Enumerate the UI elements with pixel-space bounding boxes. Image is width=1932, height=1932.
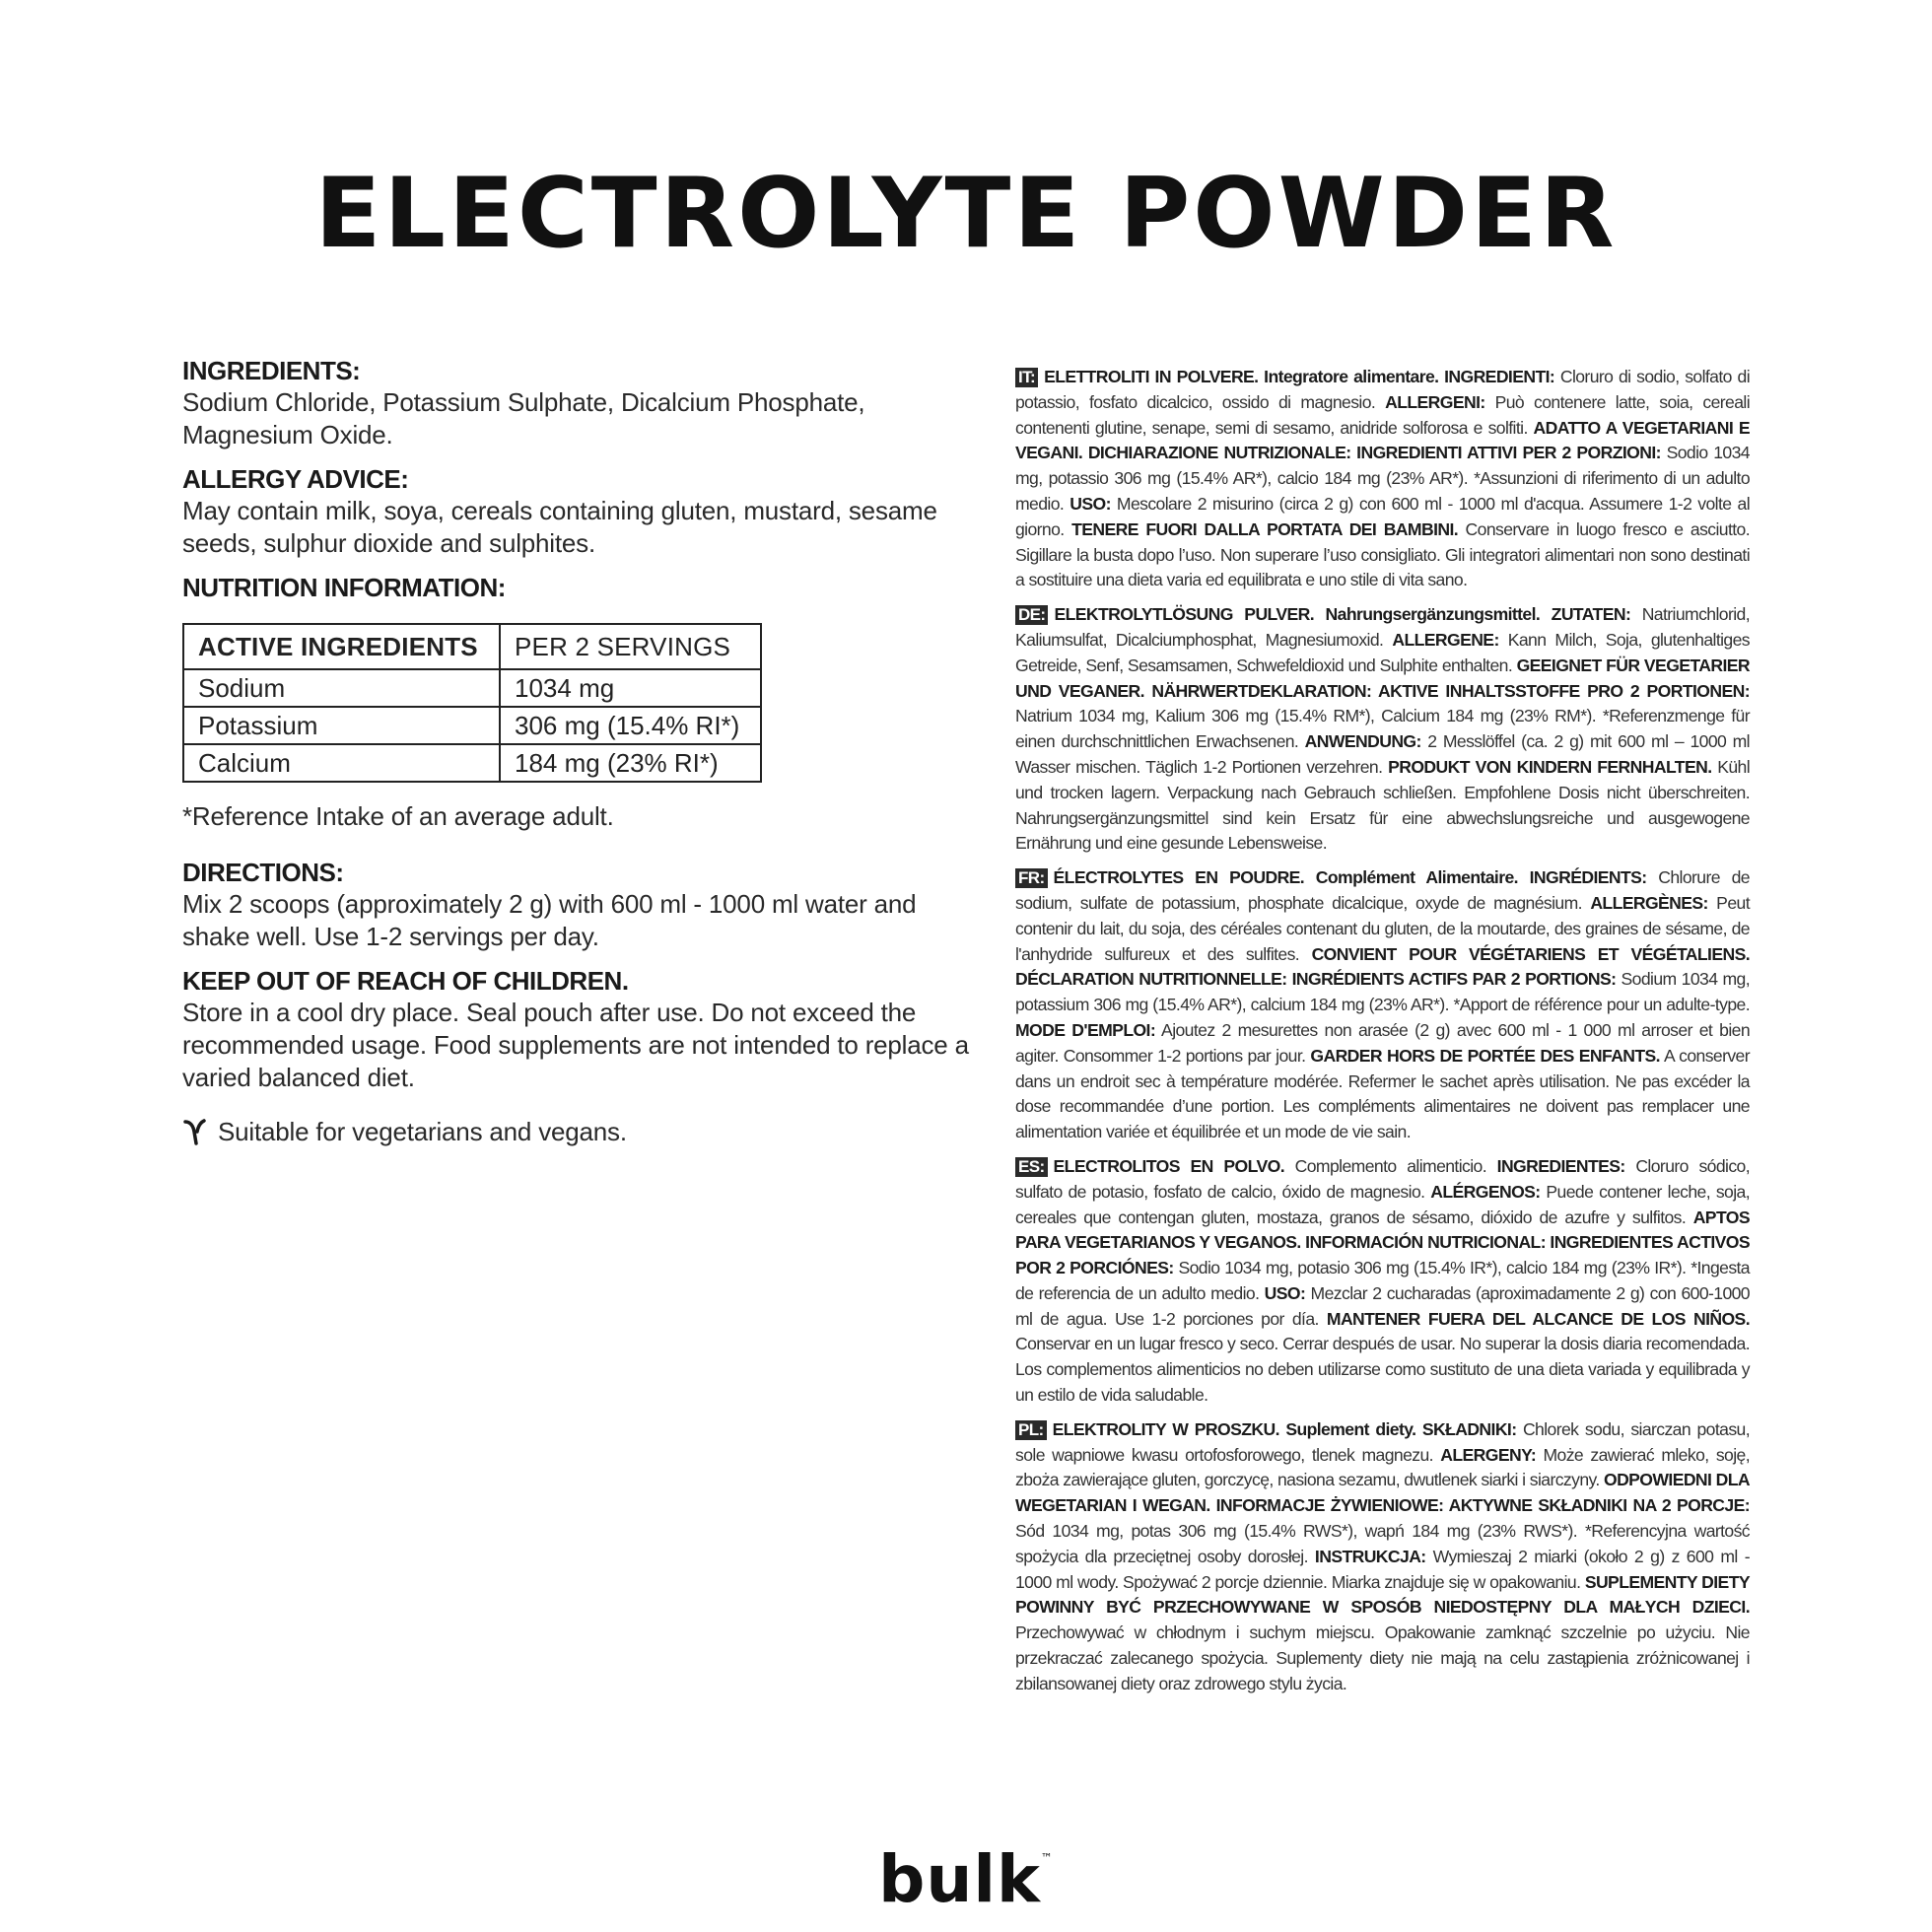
directions-section	[182, 857, 986, 953]
directions-heading: DIRECTIONS:	[182, 858, 344, 887]
table-cell-value: 184 mg (23% RI*)	[500, 744, 761, 782]
text-segment: Puede contener leche, soja, cereales que contengan gluten, mostaza, granos de sésamo, dióxido de azufre y sulfitos.	[1015, 1181, 1750, 1227]
bold-text-segment: USO:	[1264, 1282, 1306, 1303]
bold-text-segment: ODPOWIEDNI DLA WEGETARIAN I WEGAN. INFORMACJE ŻYWIENIOWE: AKTYWNE SKŁADNIKI NA 2 PORCJE:	[1015, 1470, 1750, 1516]
language-code-badge: IT:	[1015, 368, 1038, 387]
text-segment: Cloruro di sodio, solfato di potassio, fosfato dicalcico, ossido di magnesio.	[1015, 367, 1751, 412]
text-segment: Conservare in luogo fresco e asciutto. Sigillare la busta dopo l’uso. Non superare l’uso consigliato. Gli integratori alimentari non sono destinati a sostituire una dieta varia ed equilibrata e uno stile di vita sano.	[1015, 518, 1750, 590]
text-segment: Mescolare 2 misurino (circa 2 g) con 600 ml - 1000 ml d'acqua. Assumere 1-2 volte al giorno.	[1015, 493, 1750, 539]
bold-text-segment: TENERE FUORI DALLA PORTATA DEI BAMBINI.	[1071, 518, 1459, 539]
vegan-text: Suitable for vegetarians and vegans.	[218, 1117, 627, 1146]
bold-text-segment: CONVIENT POUR VÉGÉTARIENS ET VÉGÉTALIENS. DÉCLARATION NUTRITIONNELLE: INGRÉDIENTS ACTIFS PAR 2 PORTIONS:	[1015, 943, 1750, 990]
table-row	[183, 707, 761, 744]
table-header-cell: PER 2 SERVINGS	[500, 624, 761, 669]
bold-text-segment: ADATTO A VEGETARIANI E VEGANI. DICHIARAZIONE NUTRIZIONALE: INGREDIENTI ATTIVI PER 2 PORZIONI:	[1015, 417, 1751, 463]
table-row	[183, 744, 761, 782]
text-segment: Sodio 1034 mg, potasio 306 mg (15.4% IR*), calcio 184 mg (23% IR*). *Ingesta de referencia de un adulto medio.	[1015, 1258, 1750, 1303]
bold-text-segment: USO:	[1070, 493, 1111, 514]
bold-text-segment: INGREDIENTES:	[1496, 1155, 1625, 1176]
text-segment: 2 Messlöffel (ca. 2 g) mit 600 ml – 1000 ml Wasser mischen. Täglich 1-2 Portionen verzehren.	[1015, 731, 1750, 777]
bold-text-segment: ELETTROLITI IN POLVERE. Integratore alimentare. INGREDIENTI:	[1044, 367, 1555, 386]
table-header-cell: ACTIVE INGREDIENTS	[183, 624, 500, 669]
translation-paragraph	[1015, 1417, 1750, 1697]
language-code-badge: PL:	[1015, 1420, 1047, 1440]
nutrition-section	[182, 572, 986, 833]
bold-text-segment: ELEKTROLYTLÖSUNG PULVER. Nahrungsergänzungsmittel. ZUTATEN:	[1054, 604, 1631, 625]
text-segment: Chlorure de sodium, sulfate de potassium, phosphate dicalcique, oxyde de magnésium.	[1015, 867, 1750, 913]
text-segment: Sodio 1034 mg, potassio 306 mg (15.4% AR*), calcio 184 mg (23% AR*). *Assunzioni di riferimento di un adulto medio.	[1015, 443, 1750, 514]
sprout-icon	[182, 1118, 208, 1147]
text-segment: Può contenere latte, soia, cereali contenenti glutine, senape, semi di sesamo, anidride solforosa e solfiti.	[1015, 391, 1750, 438]
reference-note: *Reference Intake of an average adult.	[182, 801, 614, 831]
text-segment: Conservar en un lugar fresco y seco. Cerrar después de usar. No superar la dosis diaria recomendada. Los complementos alimenticios no deben utilizarse como sustituto de una dieta variada y equilibrada y un estilo de vida saludable.	[1015, 1334, 1750, 1406]
language-code-badge: FR:	[1015, 868, 1048, 888]
allergy-text: May contain milk, soya, cereals containing gluten, mustard, sesame seeds, sulphur dioxide and sulphites.	[182, 496, 937, 558]
page-title: ELECTROLYTE POWDER	[314, 158, 1618, 270]
storage-text: Store in a cool dry place. Seal pouch after use. Do not exceed the recommended usage. Food supplements are not intended to replace a varied balanced diet.	[182, 998, 969, 1092]
text-segment: A conserver dans un endroit sec à température modérée. Refermer le sachet après utilisation. Ne pas excéder la dose recommandée d’une portion. Les compléments alimentaires ne doivent pas remplacer une alimentation variée et équilibrée et un mode de vie sain.	[1015, 1045, 1751, 1142]
bold-text-segment: ANWENDUNG:	[1304, 731, 1421, 752]
text-segment: Może zawierać mleko, soję, zboża zawierające gluten, gorczycę, nasiona sezamu, dwutlenek siarki i siarczyny.	[1015, 1444, 1751, 1490]
text-segment: Przechowywać w chłodnym i suchym miejscu. Opakowanie zamknąć szczelnie po użyciu. Nie przekraczać zalecanego spożycia. Suplementy diety nie mają na celu zastąpienia zróżnicowanej i zbilansowanej diety oraz zdrowego stylu życia.	[1015, 1622, 1750, 1693]
table-cell-name: Potassium	[183, 707, 500, 744]
translation-paragraph	[1015, 865, 1750, 1145]
text-segment: Wymieszaj 2 miarki (około 2 g) z 600 ml - 1000 ml wody. Spożywać 2 porcje dziennie. Miarka znajduje się w opakowaniu.	[1015, 1546, 1750, 1592]
ingredients-text: Sodium Chloride, Potassium Sulphate, Dicalcium Phosphate, Magnesium Oxide.	[182, 387, 865, 449]
translation-paragraph	[1015, 602, 1750, 857]
language-code-badge: ES:	[1015, 1157, 1048, 1177]
ingredients-heading: INGREDIENTS:	[182, 356, 361, 385]
bold-text-segment: ELEKTROLITY W PROSZKU. Suplement diety. SKŁADNIKI:	[1052, 1418, 1517, 1439]
bold-text-segment: ALERGENY:	[1440, 1444, 1537, 1465]
bold-text-segment: ALÉRGENOS:	[1430, 1181, 1541, 1202]
bold-text-segment: SUPLEMENTY DIETY POWINNY BYĆ PRZECHOWYWANE W SPOSÓB NIEDOSTĘPNY DLA MAŁYCH DZIECI.	[1015, 1571, 1750, 1618]
bold-text-segment: APTOS PARA VEGETARIANOS Y VEGANOS. INFORMACIÓN NUTRICIONAL: INGREDIENTES ACTIVOS POR 2 PORCIÓNES:	[1015, 1207, 1750, 1278]
text-segment: Chlorek sodu, siarczan potasu, sole wapniowe kwasu ortofosforowego, tlenek magnezu.	[1015, 1418, 1750, 1465]
text-segment: Mezclar 2 cucharadas (aproximadamente 2 g) con 600-1000 ml de agua. Use 1-2 porciones por día.	[1015, 1282, 1750, 1329]
english-label-column	[182, 355, 986, 1148]
table-cell-name: Sodium	[183, 669, 500, 707]
directions-text: Mix 2 scoops (approximately 2 g) with 600 ml - 1000 ml water and shake well. Use 1-2 servings per day.	[182, 889, 917, 951]
bold-text-segment: INSTRUKCJA:	[1314, 1546, 1426, 1566]
bold-text-segment: GEEIGNET FÜR VEGETARIER UND VEGANER. NÄHRWERTDEKLARATION: AKTIVE INHALTSSTOFFE PRO 2 PORTIONEN:	[1015, 655, 1750, 701]
vegan-statement	[182, 1116, 986, 1148]
text-segment: Cloruro sódico, sulfato de potasio, fosfato de calcio, óxido de magnesio.	[1015, 1155, 1751, 1202]
text-segment: Ajoutez 2 mesurettes non arasée (2 g) avec 600 ml - 1 000 ml arroser et bien agiter. Consommer 1-2 portions par jour.	[1015, 1019, 1751, 1066]
nutrition-heading: NUTRITION INFORMATION:	[182, 573, 506, 602]
allergy-section	[182, 463, 986, 560]
text-segment: Sód 1034 mg, potas 306 mg (15.4% RWS*), wapń 184 mg (23% RWS*). *Referencyjna wartość spożycia dla przeciętnej osoby dorosłej.	[1015, 1521, 1750, 1566]
trademark-symbol: ™	[1040, 1851, 1054, 1865]
translation-paragraph	[1015, 1154, 1750, 1409]
ingredients-section	[182, 355, 986, 451]
table-header-row	[183, 624, 761, 669]
allergy-heading: ALLERGY ADVICE:	[182, 464, 409, 494]
brand-logo	[0, 1841, 1932, 1917]
translation-paragraph	[1015, 365, 1750, 593]
bold-text-segment: MODE D'EMPLOI:	[1015, 1019, 1156, 1040]
bold-text-segment: ALLERGENI:	[1385, 391, 1485, 412]
bold-text-segment: ALLERGÈNES:	[1590, 892, 1708, 913]
bold-text-segment: GARDER HORS DE PORTÉE DES ENFANTS.	[1310, 1045, 1660, 1066]
storage-section	[182, 965, 986, 1094]
language-code-badge: DE:	[1015, 605, 1048, 625]
text-segment: Sodium 1034 mg, potassium 306 mg (15.4% AR*), calcium 184 mg (23% AR*). *Apport de référence pour un adulte-type.	[1015, 969, 1750, 1015]
table-cell-value: 1034 mg	[500, 669, 761, 707]
table-row	[183, 669, 761, 707]
keep-away-heading: KEEP OUT OF REACH OF CHILDREN.	[182, 966, 629, 996]
text-segment: Natriumchlorid, Kaliumsulfat, Dicalciumphosphat, Magnesiumoxid.	[1015, 604, 1751, 650]
bold-text-segment: PRODUKT VON KINDERN FERNHALTEN.	[1388, 756, 1712, 777]
text-segment: Peut contenir du lait, du soja, des céréales contenant du gluten, de la moutarde, des graines de sésame, de l'anhydride sulfureux et des sulfites.	[1015, 892, 1750, 964]
translations-column	[1015, 365, 1750, 1706]
table-cell-name: Calcium	[183, 744, 500, 782]
nutrition-table	[182, 623, 762, 783]
table-cell-value: 306 mg (15.4% RI*)	[500, 707, 761, 744]
text-segment: Natrium 1034 mg, Kalium 306 mg (15.4% RM*), Calcium 184 mg (23% RM*). *Referenzmenge für einen durchschnittlichen Erwachsenen.	[1015, 706, 1750, 752]
logo-text: bulk	[878, 1841, 1041, 1917]
text-segment: Kann Milch, Soja, glutenhaltiges Getreide, Senf, Sesamsamen, Schwefeldioxid und Sulphite enthalten.	[1015, 629, 1750, 675]
text-segment: Kühl und trocken lagern. Verpackung nach Gebrauch schließen. Empfohlene Dosis nicht überschreiten. Nahrungsergänzungsmittel sind kein Ersatz für eine abwechslungsreiche und ausgewogene Ernährung und eine gesunde Lebensweise.	[1015, 756, 1751, 854]
bold-text-segment: ÉLECTROLYTES EN POUDRE. Complément Alimentaire. INGRÉDIENTS:	[1053, 867, 1647, 888]
bold-text-segment: ALLERGENE:	[1392, 629, 1499, 650]
text-segment: Complemento alimenticio.	[1284, 1155, 1497, 1176]
bold-text-segment: ELECTROLITOS EN POLVO.	[1053, 1155, 1284, 1176]
bold-text-segment: MANTENER FUERA DEL ALCANCE DE LOS NIÑOS.	[1326, 1308, 1750, 1329]
